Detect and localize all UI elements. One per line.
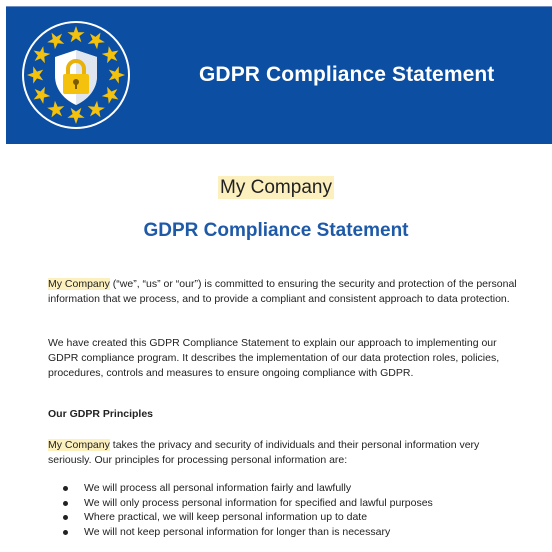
company-ref-highlight: My Company (48, 278, 110, 290)
header-banner (6, 6, 552, 144)
principles-heading: Our GDPR Principles (48, 408, 154, 420)
list-item: We will only process personal information for specified and lawful purposes (48, 496, 433, 511)
principles-intro-paragraph (48, 438, 518, 468)
bullet-icon (63, 515, 68, 520)
eu-stars-shield-lock-icon (21, 20, 131, 130)
principles-list (48, 481, 433, 539)
company-ref-highlight: My Company (48, 439, 110, 451)
list-item: We will not keep personal information for longer than is necessary (48, 525, 433, 540)
intro-text: (“we”, “us” or “our”) is committed to ensuring the security and protection of the personal information that we process, and to provide a compliant and consistent approach to data protection. (48, 278, 517, 305)
bullet-icon (63, 501, 68, 506)
intro-paragraph (48, 277, 518, 307)
list-item: Where practical, we will keep personal information up to date (48, 510, 433, 525)
compliance-paragraph: We have created this GDPR Compliance Statement to explain our approach to implementing our GDPR compliance program. It describes the implementation of our data protection roles, policies, procedures, controls and measures to ensure ongoing compliance with GDPR. (48, 337, 500, 379)
banner-title: GDPR Compliance Statement (199, 63, 495, 86)
company-name-heading (0, 176, 552, 200)
company-name: My Company (220, 177, 332, 198)
document-title: GDPR Compliance Statement (143, 220, 409, 241)
bullet-icon (63, 530, 68, 535)
list-item: We will process all personal information fairly and lawfully (48, 481, 433, 496)
principles-intro-text: takes the privacy and security of individuals and their personal information very seriously. Our principles for processing personal information are: (48, 439, 480, 466)
bullet-icon (63, 486, 68, 491)
